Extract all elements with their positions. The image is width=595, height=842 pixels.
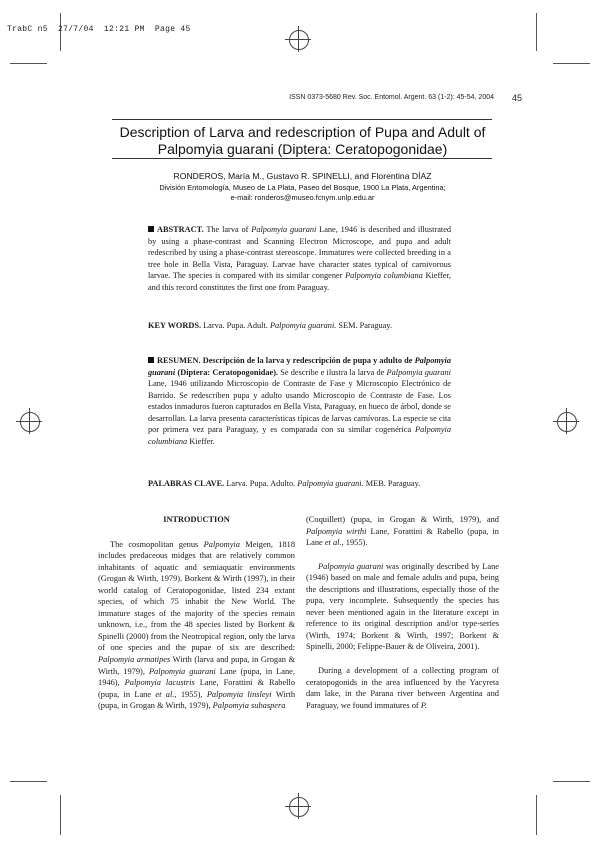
intro-etal: et al. <box>324 538 342 548</box>
registration-mark-right <box>557 412 577 432</box>
intro-text: Wirth (larva and pupa, in Grogan & Wirth, 1979), <box>98 655 295 676</box>
keywords <box>148 321 451 330</box>
palabras-text: Larva. Pupa. Adulto. <box>226 479 296 488</box>
running-header: ISSN 0373-5680 Rev. Soc. Entomol. Argent. 63 (1-2): 45-54, 2004 <box>289 94 494 101</box>
palabras-text: MEB. Paraguay. <box>365 479 421 488</box>
abstract-species: Palpomyia guarani <box>251 225 317 234</box>
resumen-title: (Diptera: Ceratopogonidae). <box>177 367 279 377</box>
intro-text: , 1955). <box>341 538 368 548</box>
abstract-text: The larva of <box>206 225 249 234</box>
abstract <box>148 224 451 293</box>
resumen-text: Se describe e ilustra la larva de <box>280 367 385 377</box>
resumen-text: Lane, 1946 utilizando Microscopio de Contraste de Fase y Microscopio Electrónico de Barrido. Se redescriben pupa y adulto usando Microscopio de Contraste de Fase. Los estados inmaduros fueron capturados en Bella Vista, Paraguay, en hueco de árbol, donde se desarrollan. La larva presenta características típicas de larvas carnívoras. La especie se cita por primera vez para Paraguay, y es comparada con su similar cogenérica <box>148 379 451 434</box>
crop-mark-bottom-left-v <box>60 795 61 835</box>
intro-species: Palpomyia armatipes <box>98 655 171 665</box>
intro-species: Palpomyia wirthi <box>306 526 367 536</box>
keywords-text: SEM. Paraguay. <box>338 321 393 330</box>
abstract-text: Lane, 1946 is described and illustrated by using a phase-contrast and Scanning Electron Microscope, and pupa and adult redescribed by using a phase-contrast stereoscope. Immatures were collected breeding in a tree hole in Bella Vista, Paraguay. Larvae have character states typical of carnivorous larvae. The species is compared with its similar congener <box>148 225 452 280</box>
palabras-species: Palpomyia guarani. <box>297 479 364 488</box>
intro-text: Wirth (pupa, in Grogan & Wirth, 1979), <box>98 689 296 711</box>
column-right <box>306 514 499 711</box>
intro-etal: et al. <box>155 689 175 699</box>
resumen-title-species: Palpomyia guarani <box>148 356 451 377</box>
intro-text: was originally described by Lane (1946) based on male and female adults and pupa, being the descriptions and illustrations, especially those of the pupa, very incomplete. Subsequently the species has never been mentioned again in the literature except in reference to its original description and/or type-series (Wirth, 1974; Borkent & Wirth, 1997; Borkent & Spinelli, 2000; Felippe-Bauer & de Oliveira, 2001). <box>306 561 500 652</box>
page-number: 45 <box>512 93 523 103</box>
crop-mark-top-left-h <box>10 63 47 64</box>
intro-species: Palpomyia guarani <box>318 561 384 571</box>
abstract-text: Kieffer, and this record constitutes the first one from Paraguay. <box>148 271 452 292</box>
resumen <box>148 355 451 447</box>
resumen-species: Palpomyia columbiana <box>148 425 451 446</box>
resumen-title: Descripción de la larva y redescripción de pupa y adulto de <box>202 356 413 365</box>
intro-species: Palpomyia subaspera <box>212 701 286 711</box>
registration-mark-bottom <box>289 797 309 817</box>
crop-mark-top-right-h <box>553 63 590 64</box>
intro-species: P. <box>420 700 427 710</box>
section-heading-introduction: INTRODUCTION <box>163 515 230 524</box>
intro-text: The cosmopolitan genus <box>110 539 199 549</box>
resumen-text: Kieffer. <box>189 436 215 446</box>
intro-text: During a development of a collecting program of ceratopogonids in the area influenced by the Yacyreta dam lake, in the Parana river between Argentina and Paraguay, we found immatures of <box>306 666 499 710</box>
title-rule-bottom <box>112 158 492 159</box>
intro-text: , 1955), <box>174 689 203 699</box>
crop-mark-bottom-right-v <box>536 795 537 835</box>
registration-mark-left <box>20 412 40 432</box>
title-line-2: Palpomyia guarani (Diptera: Ceratopogonidae) <box>157 141 448 157</box>
abstract-species: Palpomyia columbiana <box>345 271 423 280</box>
keywords-species: Palpomyia guarani. <box>269 321 337 330</box>
intro-species: Palpomyia guarani <box>148 666 216 676</box>
authors: RONDEROS, María M., Gustavo R. SPINELLI, and Florentina DÍAZ <box>173 171 432 181</box>
intro-species: Palpomyia lacustris <box>124 678 195 688</box>
resumen-species: Palpomyia guarani <box>386 367 451 377</box>
intro-genus: Palpomyia <box>203 539 240 549</box>
intro-text: Lane, Forattini & Rabello (pupa, in Lane <box>306 526 499 548</box>
keywords-label: KEY WORDS. <box>148 321 202 330</box>
column-left <box>98 514 295 712</box>
crop-mark-bottom-right-h <box>553 781 590 782</box>
affiliation <box>100 183 505 203</box>
title-rule-top <box>112 119 492 120</box>
palabras-clave <box>148 479 451 488</box>
bullet-icon <box>148 226 154 232</box>
article-title <box>105 124 500 158</box>
affiliation-line-1: División Entomología, Museo de La Plata, Paseo del Bosque, 1900 La Plata, Argentina; <box>159 183 446 192</box>
resumen-label: RESUMEN. <box>157 356 201 365</box>
affiliation-email: e-mail: ronderos@museo.fcnym.unlp.edu.ar <box>230 193 375 202</box>
crop-mark-top-right-v <box>536 13 537 51</box>
keywords-text: Larva. Pupa. Adult. <box>203 321 268 330</box>
abstract-label: ABSTRACT. <box>157 225 204 234</box>
intro-species: Palpomyia linsleyi <box>206 689 272 699</box>
crop-mark-bottom-left-h <box>10 781 47 782</box>
intro-text: Meigen, 1818 includes predaceous midges that are relatively common inhabitants of aquatic and semiaquatic environments (Grogan & Wirth, 1979). Borkent & Wirth (1997), in their world catalog of Ceratopogonidae, listed 234 extant species, of which 75 inhabit the New World. The immature stages of the majority of the species remain unknown, i.e., from the 48 species listed by Borkent & Spinelli (2000) from the Neotropical region, only the larva of one species and the pupae of six are described: <box>98 539 296 653</box>
intro-text: (Coquillett) (pupa, in Grogan & Wirth, 1979), and <box>306 515 499 524</box>
title-line-1: Description of Larva and redescription of Pupa and Adult of <box>119 124 486 140</box>
print-slug: TrabC n5 27/7/04 12:21 PM Page 45 <box>7 25 191 34</box>
bullet-icon <box>148 357 154 363</box>
intro-text: Lane (pupa, in Lane, 1946), <box>98 666 295 688</box>
palabras-label: PALABRAS CLAVE. <box>148 479 225 488</box>
registration-mark-top <box>289 30 309 50</box>
intro-text: Lane, Forattini & Rabello (pupa, in Lane <box>98 678 296 699</box>
